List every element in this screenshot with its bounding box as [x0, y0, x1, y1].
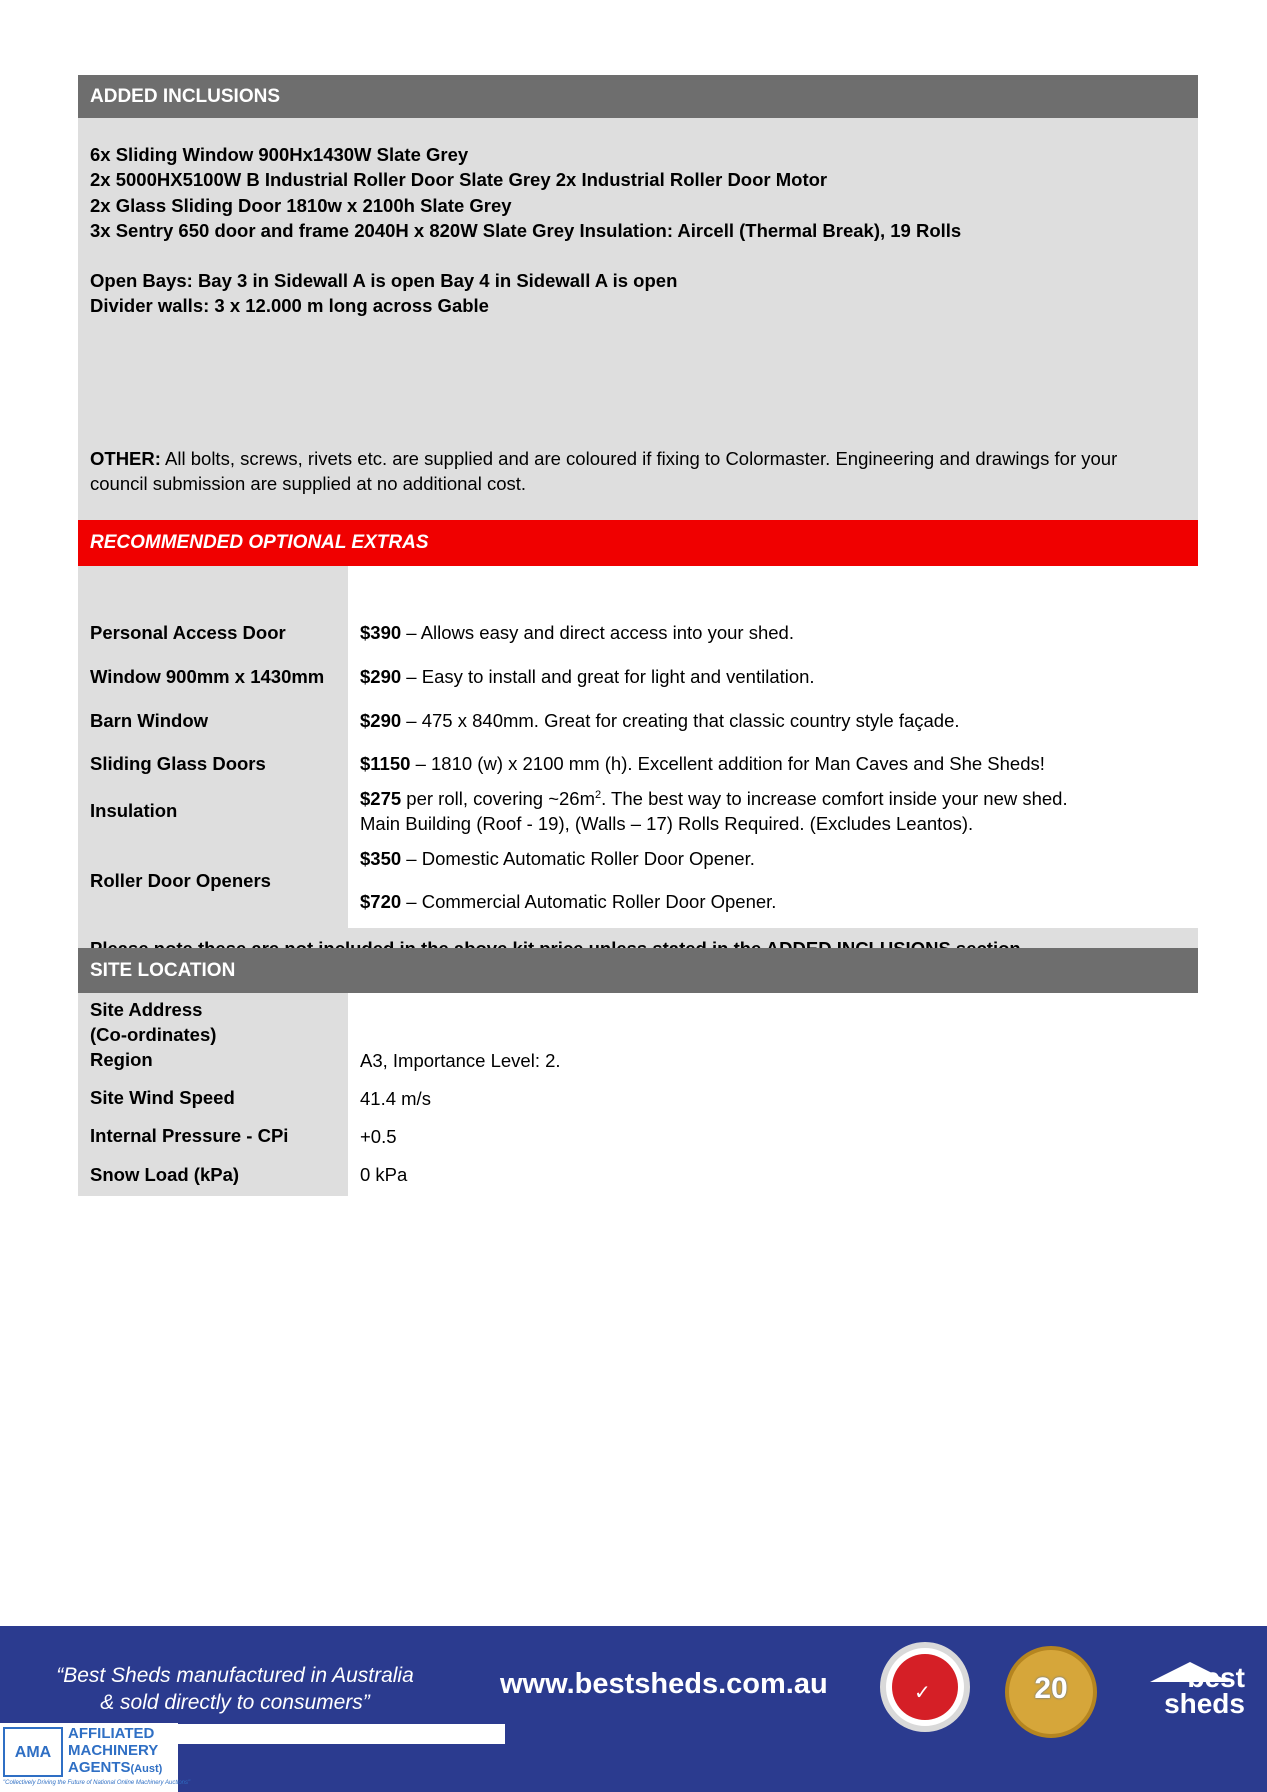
price-guarantee-badge-icon [880, 1642, 970, 1732]
section-header: SITE LOCATION [78, 948, 1198, 993]
superscript: 2 [594, 788, 602, 801]
extra-price: $290 [360, 666, 402, 687]
warranty-badge-icon [1005, 1646, 1097, 1738]
extra-desc: – Easy to install and great for light and ventilation. [401, 666, 815, 687]
extra-label: Barn Window [90, 710, 209, 731]
inclusion-line: Divider walls: 3 x 12.000 m long across Gable [90, 295, 489, 317]
added-inclusions-section [78, 75, 1198, 520]
label-line: (Co-ordinates) [90, 1024, 217, 1045]
extra-value [360, 753, 1045, 775]
extra-value [360, 788, 1068, 810]
label-line: Site Address [90, 999, 203, 1020]
extra-label: Insulation [90, 800, 178, 821]
site-value: 41.4 m/s [360, 1088, 431, 1109]
ama-line: AFFILIATED [68, 1725, 155, 1742]
extra-value-line2: Main Building (Roof - 19), (Walls – 17) Rolls Required. (Excludes Leantos). [360, 813, 974, 834]
extras-table [78, 566, 1198, 928]
site-table [78, 993, 1198, 1196]
tractor-icon: AMA [3, 1727, 63, 1777]
inclusion-line: 2x 5000HX5100W B Industrial Roller Door Slate Grey 2x Industrial Roller Door Motor [90, 169, 828, 191]
inclusions-body [78, 118, 1198, 520]
extra-desc: – Allows easy and direct access into your shed. [401, 622, 794, 643]
extra-label: Window 900mm x 1430mm [90, 666, 325, 687]
extra-price: $275 [360, 788, 402, 809]
inclusion-line: 3x Sentry 650 door and frame 2040H x 820W Slate Grey Insulation: Aircell (Thermal Break), 19 Rolls [90, 219, 962, 241]
ama-line: MACHINERY [68, 1742, 159, 1759]
ama-aust: (Aust) [130, 1763, 163, 1775]
extra-desc: . The best way to increase comfort inside your new shed. [601, 788, 1068, 809]
inclusion-line: 6x Sliding Window 900Hx1430W Slate Grey [90, 144, 469, 165]
ama-text [68, 1725, 162, 1778]
extra-desc: – Domestic Automatic Roller Door Opener. [401, 848, 755, 869]
site-value: 0 kPa [360, 1164, 408, 1185]
extra-price: $1150 [360, 753, 411, 774]
quote-line: & sold directly to consumers” [100, 1691, 370, 1714]
section-header: RECOMMENDED OPTIONAL EXTRAS [78, 520, 1198, 566]
site-value: +0.5 [360, 1126, 397, 1147]
extra-desc: – Commercial Automatic Roller Door Opener. [401, 891, 777, 912]
site-label: Region [90, 1049, 153, 1070]
other-note [90, 446, 1168, 496]
extra-value [360, 622, 794, 644]
site-location-section [78, 948, 1198, 1196]
extra-price: $290 [360, 710, 402, 731]
footer-quote [40, 1662, 430, 1716]
other-text: All bolts, screws, rivets etc. are supplied and are coloured if fixing to Colormaster. Engineering and drawings for your council submission are supplied at no additional cost. [90, 448, 1118, 494]
extra-value [360, 710, 960, 732]
extra-label: Roller Door Openers [90, 870, 271, 891]
ama-logo [0, 1723, 191, 1792]
extra-desc: – 475 x 840mm. Great for creating that classic country style façade. [401, 710, 960, 731]
extra-price: $720 [360, 891, 402, 912]
site-address-label [90, 997, 216, 1047]
inclusion-line: Open Bays: Bay 3 in Sidewall A is open Bay 4 in Sidewall A is open [90, 270, 678, 292]
extra-label: Personal Access Door [90, 622, 286, 643]
logo-text: best [1187, 1662, 1245, 1693]
extra-price: $390 [360, 622, 402, 643]
other-label: OTHER: [90, 448, 161, 469]
footer-banner [0, 1626, 1267, 1792]
site-label: Snow Load (kPa) [90, 1164, 240, 1185]
logo-text: sheds [1164, 1688, 1245, 1719]
optional-extras-section [78, 520, 1198, 928]
extra-label: Sliding Glass Doors [90, 753, 266, 774]
extra-value [360, 891, 776, 913]
section-header: ADDED INCLUSIONS [78, 75, 1198, 118]
extra-value [360, 848, 755, 870]
extra-desc: per roll, covering ~26m [401, 788, 595, 809]
website-link[interactable]: www.bestsheds.com.au [500, 1668, 828, 1700]
best-sheds-logo [1130, 1662, 1245, 1722]
site-value: A3, Importance Level: 2. [360, 1050, 561, 1071]
warranty-number: 20 [1034, 1672, 1068, 1705]
quote-line: “Best Sheds manufactured in Australia [56, 1664, 414, 1687]
extra-desc: – 1810 (w) x 2100 mm (h). Excellent addition for Man Caves and She Sheds! [410, 753, 1045, 774]
ama-line: AGENTS [68, 1759, 131, 1776]
site-label: Internal Pressure - CPi [90, 1125, 289, 1146]
inclusion-line: 2x Glass Sliding Door 1810w x 2100h Slate Grey [90, 194, 512, 216]
extra-price: $350 [360, 848, 402, 869]
ama-tagline: "Collectively Driving the Future of National Online Machinery Auctions" [3, 1780, 191, 1786]
site-label: Site Wind Speed [90, 1087, 235, 1108]
extra-value [360, 666, 815, 688]
